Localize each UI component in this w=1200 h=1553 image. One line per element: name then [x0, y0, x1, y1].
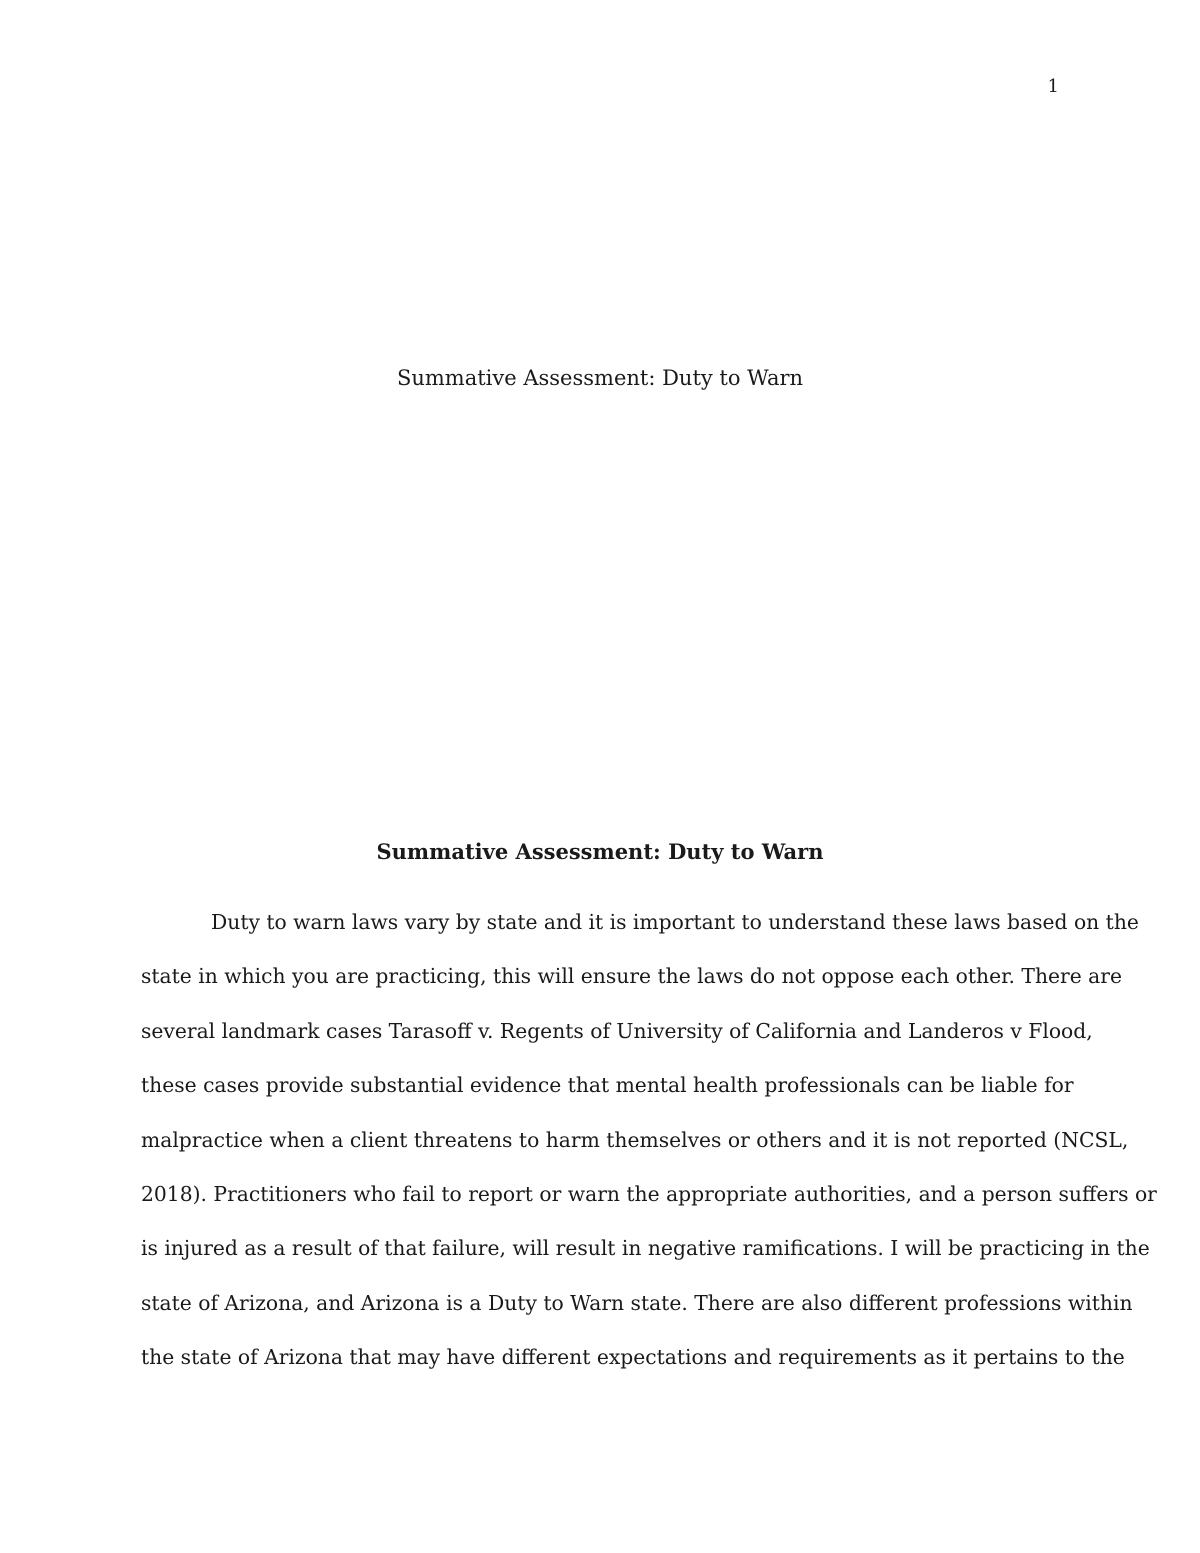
body-paragraph — [141, 907, 1157, 1397]
cover-title: Summative Assessment: Duty to Warn — [396, 366, 804, 390]
paragraph-line: state in which you are practicing, this will ensure the laws do not oppose each other. There are — [141, 964, 1122, 989]
paragraph-line: these cases provide substantial evidence that mental health professionals can be liable for — [141, 1073, 1074, 1098]
paragraph-line: 2018). Practitioners who fail to report or warn the appropriate authorities, and a person suffers or — [141, 1181, 1157, 1206]
paragraph-line: Duty to warn laws vary by state and it is important to understand these laws based on the — [211, 910, 1139, 934]
paragraph-line: the state of Arizona that may have different expectations and requirements as it pertains to the — [141, 1345, 1125, 1370]
paragraph-line: malpractice when a client threatens to harm themselves or others and it is not reported (NCSL, — [141, 1127, 1129, 1152]
paragraph-line: state of Arizona, and Arizona is a Duty to Warn state. There are also different professions within — [141, 1290, 1133, 1315]
paragraph-line: several landmark cases Tarasoff v. Regents of University of California and Landeros v Flood, — [141, 1018, 1093, 1043]
page-number: 1 — [1047, 76, 1059, 97]
paragraph-line: is injured as a result of that failure, will result in negative ramifications. I will be practicing in the — [141, 1236, 1150, 1261]
section-title: Summative Assessment: Duty to Warn — [376, 839, 824, 864]
